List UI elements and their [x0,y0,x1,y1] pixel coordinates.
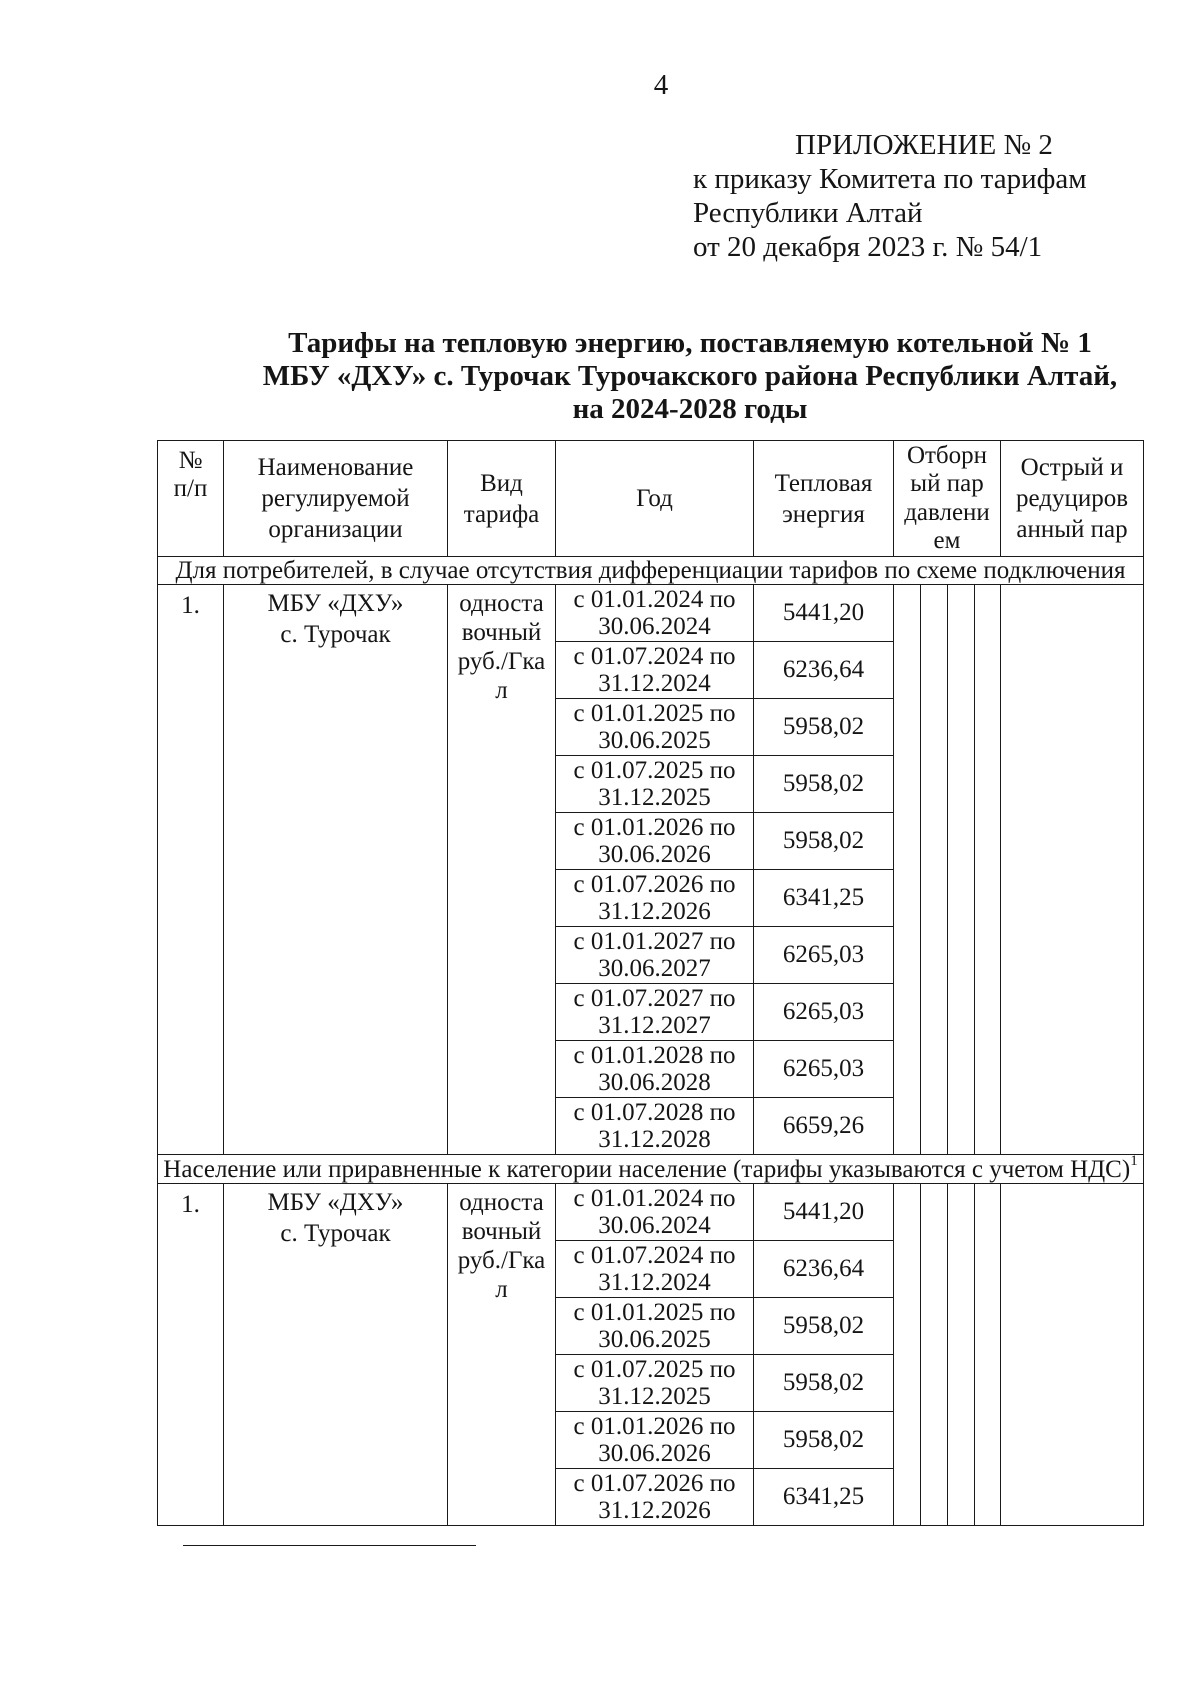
tariff-type-line: л [495,677,508,704]
period-start: с 01.01.2026 по [573,1413,736,1440]
header-period [556,441,754,557]
heat-tariff-cell [754,585,894,642]
heat-tariff-cell [754,1098,894,1155]
table-row [158,1184,1144,1241]
period-start: с 01.01.2025 по [573,700,736,727]
heat-tariff-cell [754,984,894,1041]
heat-tariff-value: 5441,20 [782,599,865,626]
period-end: 31.12.2026 [598,1497,711,1524]
heat-tariff-cell [754,1184,894,1241]
heat-tariff-value: 5958,02 [782,1369,865,1396]
heat-tariff-value: 6265,03 [782,941,865,968]
appendix-authority: Республики Алтай [693,197,923,229]
section-title-cell [158,557,1144,585]
tariff-type-cell [448,1184,556,1526]
heat-tariff-value: 6659,26 [782,1112,865,1139]
heat-tariff-value: 6236,64 [782,1255,865,1282]
period-cell [556,1184,754,1241]
row-number: 1. [181,592,200,619]
extraction-steam-cell [948,1184,975,1526]
document-title [180,327,1200,426]
tariff-type-line: вочный [461,1218,542,1245]
header-line: Острый и [1020,454,1124,481]
heat-tariff-cell [754,1412,894,1469]
heat-tariff-cell [754,1241,894,1298]
period-end: 31.12.2028 [598,1126,711,1153]
header-organization [224,441,448,557]
heat-tariff-cell [754,870,894,927]
period-cell [556,984,754,1041]
period-start: с 01.07.2024 по [573,1242,736,1269]
heat-tariff-cell [754,1469,894,1526]
heat-tariff-cell [754,1355,894,1412]
footnote-mark: 1 [1130,1152,1138,1169]
period-cell [556,585,754,642]
tariff-type-line: л [495,1276,508,1303]
tariff-type-line: вочный [461,619,542,646]
document-title-line: МБУ «ДХУ» с. Турочак Турочакского района Республики Алтай, [262,360,1118,392]
row-number-cell [158,585,224,1155]
header-tariff-type [448,441,556,557]
period-end: 30.06.2024 [598,613,711,640]
period-cell [556,1041,754,1098]
heat-tariff-cell [754,1041,894,1098]
appendix-date: от 20 декабря 2023 г. № 54/1 [693,231,1043,263]
appendix-header [693,128,1173,264]
tariff-table [157,440,1144,1526]
period-start: с 01.07.2025 по [573,1356,736,1383]
period-cell [556,1355,754,1412]
period-end: 30.06.2025 [598,1326,711,1353]
header-extraction-steam [894,441,1001,557]
header-line: организации [268,516,403,543]
document-title-line: Тарифы на тепловую энергию, поставляемую котельной № 1 [288,327,1092,359]
period-cell [556,642,754,699]
period-end: 30.06.2028 [598,1069,711,1096]
appendix-title: ПРИЛОЖЕНИЕ № 2 [795,129,1053,161]
section-row [158,557,1144,585]
period-start: с 01.01.2026 по [573,814,736,841]
tariff-type-line: односта [459,1189,544,1216]
tariff-type-cell [448,585,556,1155]
footnote-separator [183,1545,476,1546]
header-line: давлени [904,498,990,526]
period-start: с 01.07.2027 по [573,985,736,1012]
extraction-steam-cell [894,1184,921,1526]
table-header-row [158,441,1144,557]
period-end: 30.06.2024 [598,1212,711,1239]
heat-tariff-cell [754,756,894,813]
period-end: 30.06.2026 [598,1440,711,1467]
table-row [158,585,1144,642]
period-start: с 01.01.2024 по [573,586,736,613]
sharp-steam-cell [1001,585,1144,1155]
heat-tariff-value: 5958,02 [782,713,865,740]
header-line: Наименование [257,454,414,481]
heat-tariff-cell [754,699,894,756]
extraction-steam-cell [975,1184,1001,1526]
period-start: с 01.07.2024 по [573,643,736,670]
period-cell [556,699,754,756]
section-title: Для потребителей, в случае отсутствия дифференциации тарифов по схеме подключения [175,557,1126,584]
heat-tariff-value: 6265,03 [782,1055,865,1082]
period-start: с 01.07.2026 по [573,1470,736,1497]
period-start: с 01.01.2028 по [573,1042,736,1069]
period-end: 31.12.2027 [598,1012,711,1039]
heat-tariff-cell [754,927,894,984]
heat-tariff-value: 6236,64 [782,656,865,683]
extraction-steam-cell [921,585,948,1155]
period-end: 31.12.2026 [598,898,711,925]
period-cell [556,1298,754,1355]
period-start: с 01.07.2026 по [573,871,736,898]
header-line: Год [636,485,673,512]
header-line: энергия [782,500,865,528]
organization-name-line: с. Турочак [280,621,391,648]
header-line: Отборн [906,441,988,469]
header-line: редуциров [1015,485,1129,512]
period-start: с 01.01.2025 по [573,1299,736,1326]
heat-tariff-value: 5958,02 [782,827,865,854]
organization-cell [224,1184,448,1526]
period-cell [556,1098,754,1155]
section-title-cell [158,1152,1144,1184]
period-cell [556,1412,754,1469]
heat-tariff-value: 5958,02 [782,1426,865,1453]
period-end: 30.06.2025 [598,727,711,754]
extraction-steam-cell [921,1184,948,1526]
heat-tariff-value: 6341,25 [782,1483,865,1510]
period-cell [556,1469,754,1526]
header-line: Вид [480,469,523,497]
heat-tariff-value: 6265,03 [782,998,865,1025]
period-start: с 01.01.2024 по [573,1185,736,1212]
period-end: 31.12.2024 [598,1269,711,1296]
organization-name-line: МБУ «ДХУ» [267,1189,404,1216]
organization-name-line: МБУ «ДХУ» [267,590,404,617]
period-cell [556,927,754,984]
header-line: регулируемой [261,485,410,512]
tariff-type-line: руб./Гка [457,648,546,675]
period-cell [556,1241,754,1298]
document-title-line: на 2024-2028 годы [572,393,808,425]
header-heat-energy [754,441,894,557]
appendix-order-reference: к приказу Комитета по тарифам [693,163,1087,195]
period-start: с 01.01.2027 по [573,928,736,955]
header-line: № [178,447,203,474]
period-start: с 01.07.2028 по [573,1099,736,1126]
period-start: с 01.07.2025 по [573,757,736,784]
header-sharp-steam [1001,441,1144,557]
header-line: Тепловая [774,469,873,497]
extraction-steam-cell [894,585,921,1155]
period-cell [556,813,754,870]
tariff-type-line: руб./Гка [457,1247,546,1274]
period-end: 30.06.2027 [598,955,711,982]
organization-name-line: с. Турочак [280,1220,391,1247]
organization-cell [224,585,448,1155]
heat-tariff-value: 6341,25 [782,884,865,911]
sharp-steam-cell [1001,1184,1144,1526]
row-number-cell [158,1184,224,1526]
period-end: 31.12.2024 [598,670,711,697]
heat-tariff-value: 5958,02 [782,1312,865,1339]
heat-tariff-value: 5958,02 [782,770,865,797]
header-line: п/п [173,475,208,502]
heat-tariff-value: 5441,20 [782,1198,865,1225]
period-cell [556,870,754,927]
section-title: Население или приравненные к категории население (тарифы указываются с учетом НДС) [163,1155,1131,1183]
heat-tariff-cell [754,642,894,699]
tariff-type-line: односта [459,590,544,617]
period-end: 30.06.2026 [598,841,711,868]
header-line: тарифа [463,500,540,528]
period-end: 31.12.2025 [598,1383,711,1410]
heat-tariff-cell [754,813,894,870]
period-cell [556,756,754,813]
header-line: ый пар [910,470,984,497]
row-number: 1. [181,1191,200,1218]
header-number [158,441,224,557]
heat-tariff-cell [754,1298,894,1355]
period-end: 31.12.2025 [598,784,711,811]
extraction-steam-cell [948,585,975,1155]
extraction-steam-cell [975,585,1001,1155]
header-line: ем [933,527,961,554]
section-row [158,1155,1144,1184]
page-number: 4 [653,69,669,101]
header-line: анный пар [1016,516,1128,543]
